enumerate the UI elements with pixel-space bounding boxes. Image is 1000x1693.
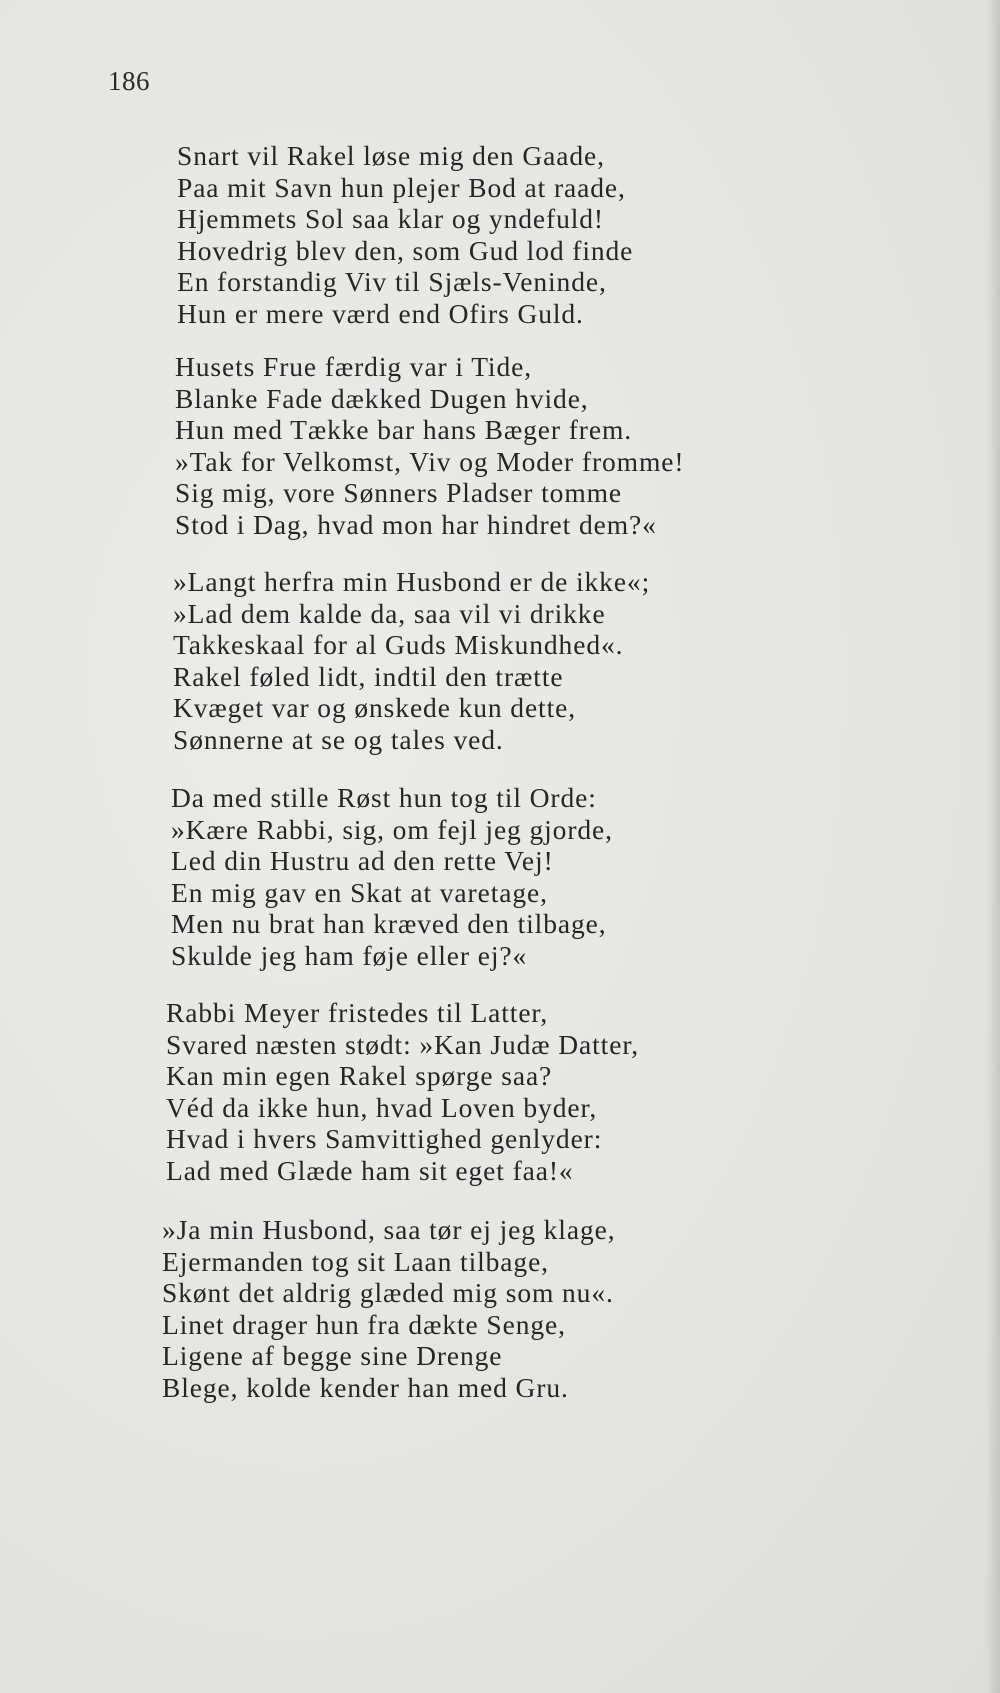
poem-line: Hjemmets Sol saa klar og yndefuld!	[177, 203, 604, 235]
poem-line: Blanke Fade dækked Dugen hvide,	[175, 382, 589, 414]
poem-line: Paa mit Savn hun plejer Bod at raade,	[177, 171, 626, 203]
poem-line: Hovedrig blev den, som Gud lod finde	[177, 234, 634, 266]
poem-line: Skulde jeg ham føje eller ej?«	[171, 939, 528, 971]
poem-line: Rakel føled lidt, indtil den trætte	[173, 660, 564, 692]
poem-line: Kvæget var og ønskede kun dette,	[173, 692, 577, 724]
poem-line: Skønt det aldrig glæded mig som nu«.	[162, 1277, 614, 1309]
poem-line: Svared næsten stødt: »Kan Judæ Datter,	[166, 1028, 640, 1060]
poem-line: Véd da ikke hun, hvad Loven byder,	[166, 1091, 598, 1123]
poem-line: »Ja min Husbond, saa tør ej jeg klage,	[162, 1214, 616, 1245]
poem-line: Lad med Glæde ham sit eget faa!«	[166, 1154, 574, 1186]
poem-line: Ejermanden tog sit Laan tilbage,	[162, 1245, 549, 1277]
poem-line: »Kære Rabbi, sig, om fejl jeg gjorde,	[171, 813, 613, 845]
poem-line: Sig mig, vore Sønners Pladser tomme	[175, 477, 623, 509]
poem-line: En forstandig Viv til Sjæls-Veninde,	[177, 266, 607, 298]
poem-line: Led din Hustru ad den rette Vej!	[171, 845, 554, 877]
poem-line: Sønnerne at se og tales ved.	[173, 723, 504, 755]
stanza-6	[162, 1214, 782, 1404]
stanza-4	[171, 782, 791, 972]
poem-line: Rabbi Meyer fristedes til Latter,	[166, 997, 549, 1028]
poem-line: Linet drager hun fra dækte Senge,	[162, 1308, 566, 1340]
poem-line: En mig gav en Skat at varetage,	[171, 876, 548, 908]
stanza-3	[173, 566, 793, 756]
poem-line: Kan min egen Rakel spørge saa?	[166, 1060, 553, 1092]
stanza-2	[175, 351, 795, 541]
poem-line: »Lad dem kalde da, saa vil vi drikke	[173, 597, 606, 629]
poem-line: Hun med Tække bar hans Bæger frem.	[175, 414, 633, 446]
poem-line: Husets Frue færdig var i Tide,	[175, 351, 532, 382]
stanza-1	[177, 140, 797, 330]
poem-line: Hun er mere værd end Ofirs Guld.	[177, 297, 584, 329]
page-number: 186	[108, 66, 150, 96]
poem-line: Blege, kolde kender han med Gru.	[162, 1371, 569, 1403]
poem-line: Stod i Dag, hvad mon har hindret dem?«	[175, 508, 657, 540]
poem-line: Ligene af begge sine Drenge	[162, 1340, 503, 1372]
poem-line: Takkeskaal for al Guds Miskundhed«.	[173, 629, 624, 661]
poem-line: Da med stille Røst hun tog til Orde:	[171, 782, 597, 813]
poem-line: »Tak for Velkomst, Viv og Moder fromme!	[175, 445, 685, 477]
poem-line: »Langt herfra min Husbond er de ikke«;	[173, 566, 651, 597]
stanza-5	[166, 997, 786, 1187]
poem-line: Snart vil Rakel løse mig den Gaade,	[177, 140, 605, 171]
poem-line: Hvad i hvers Samvittighed genlyder:	[166, 1123, 603, 1155]
page-edge-shadow	[986, 0, 1000, 1693]
poem-line: Men nu brat han kræved den tilbage,	[171, 908, 607, 940]
